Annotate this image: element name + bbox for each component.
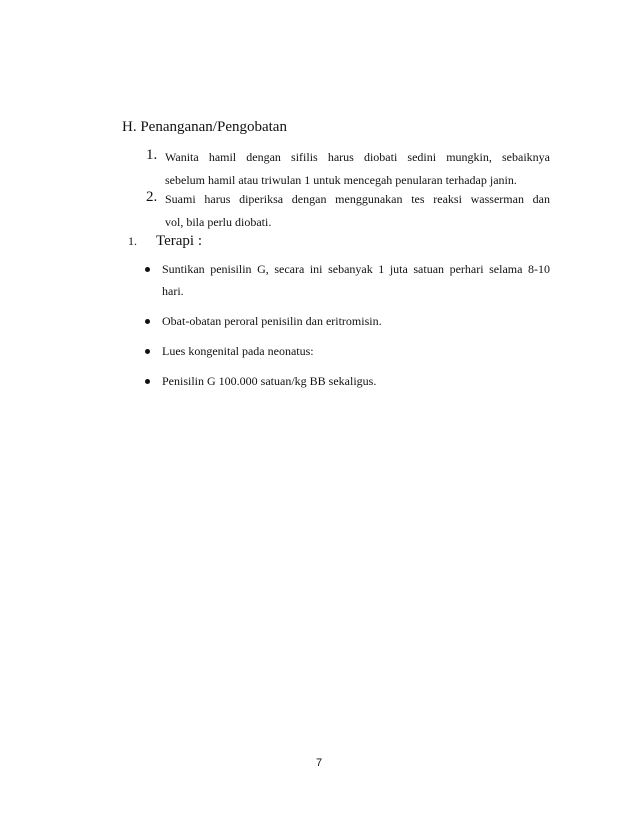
list-item	[140, 340, 550, 362]
numbered-item-text	[165, 146, 550, 192]
section-heading: H. Penanganan/Pengobatan	[122, 119, 287, 135]
numbered-item-marker: 1.	[146, 147, 158, 163]
numbered-item-2	[146, 188, 550, 234]
text-line: Wanita hamil dengan sifilis harus diobati sedini mungkin, sebaiknya	[165, 150, 550, 164]
text-line: vol, bila perlu diobati.	[165, 215, 272, 229]
bullet-icon	[145, 379, 150, 384]
terapi-bullet-list	[140, 258, 550, 400]
bullet-icon	[145, 349, 150, 354]
text-line: hari.	[162, 284, 184, 298]
text-line: Suami harus diperiksa dengan menggunakan tes reaksi wasserman dan	[165, 192, 550, 206]
text-line: Penisilin G 100.000 satuan/kg BB sekaligus.	[162, 374, 377, 388]
text-line: Obat-obatan peroral penisilin dan eritromisin.	[162, 314, 382, 328]
terapi-number: 1.	[128, 234, 137, 248]
terapi-label: Terapi :	[156, 233, 203, 249]
numbered-item-1	[146, 146, 550, 192]
list-item	[140, 258, 550, 302]
text-line: sebelum hamil atau triwulan 1 untuk mencegah penularan terhadap janin.	[165, 173, 517, 187]
bullet-icon	[145, 267, 150, 272]
list-item	[140, 370, 550, 392]
bullet-icon	[145, 319, 150, 324]
list-item	[140, 310, 550, 332]
text-line: Lues kongenital pada neonatus:	[162, 344, 314, 358]
page-number: 7	[315, 757, 323, 769]
numbered-item-marker: 2.	[146, 189, 158, 205]
numbered-item-text	[165, 188, 550, 234]
terapi-heading	[128, 232, 202, 250]
text-line: Suntikan penisilin G, secara ini sebanyak 1 juta satuan perhari selama 8-10	[162, 262, 550, 276]
